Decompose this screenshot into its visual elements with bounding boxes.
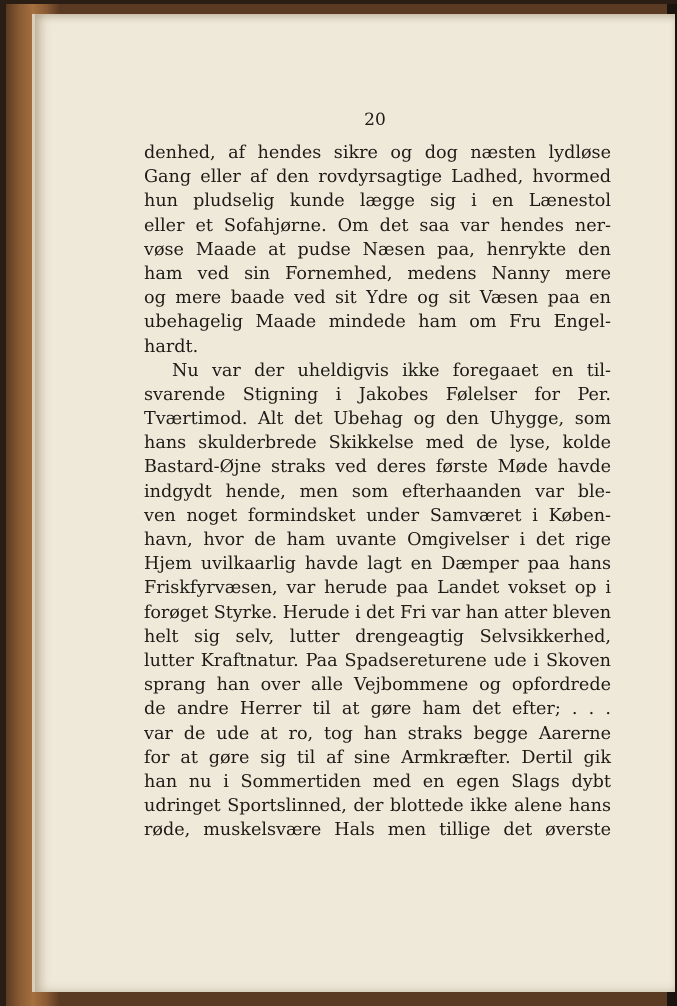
text-line: for at gøre sig til af sine Armkræfter. Dertil gik: [144, 747, 611, 768]
text-line: ven noget formindsket under Samværet i Køben-: [144, 505, 611, 526]
text-line: ubehagelig Maade mindede ham om Fru Engel-: [144, 312, 611, 333]
text-line: Tværtimod. Alt det Ubehag og den Uhygge, som: [144, 409, 611, 430]
text-line: Hjem uvilkaarlig havde lagt en Dæmper paa hans: [144, 554, 611, 575]
text-line: forøget Styrke. Herude i det Fri var han atter bleven: [144, 602, 611, 623]
text-line: og mere baade ved sit Ydre og sit Væsen paa en: [144, 288, 611, 309]
text-line: Bastard-Øjne straks ved deres første Møde havde: [144, 457, 611, 478]
text-line: ham ved sin Fornemhed, medens Nanny mere: [144, 263, 611, 284]
text-line: Friskfyrvæsen, var herude paa Landet vokset op i: [144, 578, 611, 599]
text-line: lutter Kraftnatur. Paa Spadsereturene ude i Skoven: [144, 650, 611, 671]
text-line: helt sig selv, lutter drengeagtig Selvsikkerhed,: [144, 626, 611, 647]
text-line: Gang eller af den rovdyrsagtige Ladhed, hvormed: [144, 167, 611, 188]
text-line: han nu i Sommertiden med en egen Slags dybt: [144, 771, 611, 792]
text-line: vøse Maade at pudse Næsen paa, henrykte den: [144, 239, 611, 260]
text-line: hans skulderbrede Skikkelse med de lyse, kolde: [144, 433, 611, 454]
text-line: eller et Sofahjørne. Om det saa var hendes ner-: [144, 215, 611, 236]
text-line: sprang han over alle Vejbommene og opfordrede: [144, 675, 611, 696]
text-line: de andre Herrer til at gøre ham det efter; . . .: [144, 699, 611, 720]
text-line: hun pludselig kunde lægge sig i en Lænestol: [144, 191, 611, 212]
text-line: var de ude at ro, tog han straks begge Aarerne: [144, 723, 611, 744]
text-line: hardt.: [144, 336, 199, 357]
body-text: [144, 141, 611, 842]
text-line: denhed, af hendes sikre og dog næsten lydløse: [144, 143, 611, 163]
text-line: Nu var der uheldigvis ikke foregaaet en til-: [172, 360, 611, 381]
text-line: indgydt hende, men som efterhaanden var ble-: [144, 481, 611, 502]
text-line: havn, hvor de ham uvante Omgivelser i det rige: [144, 530, 611, 550]
text-line: udringet Sportslinned, der blottede ikke alene hans: [144, 796, 611, 817]
text-line: røde, muskelsvære Hals men tillige det øverste: [144, 820, 611, 841]
text-line: svarende Stigning i Jakobes Følelser for Per.: [144, 384, 611, 405]
page-number: 20: [364, 110, 386, 130]
